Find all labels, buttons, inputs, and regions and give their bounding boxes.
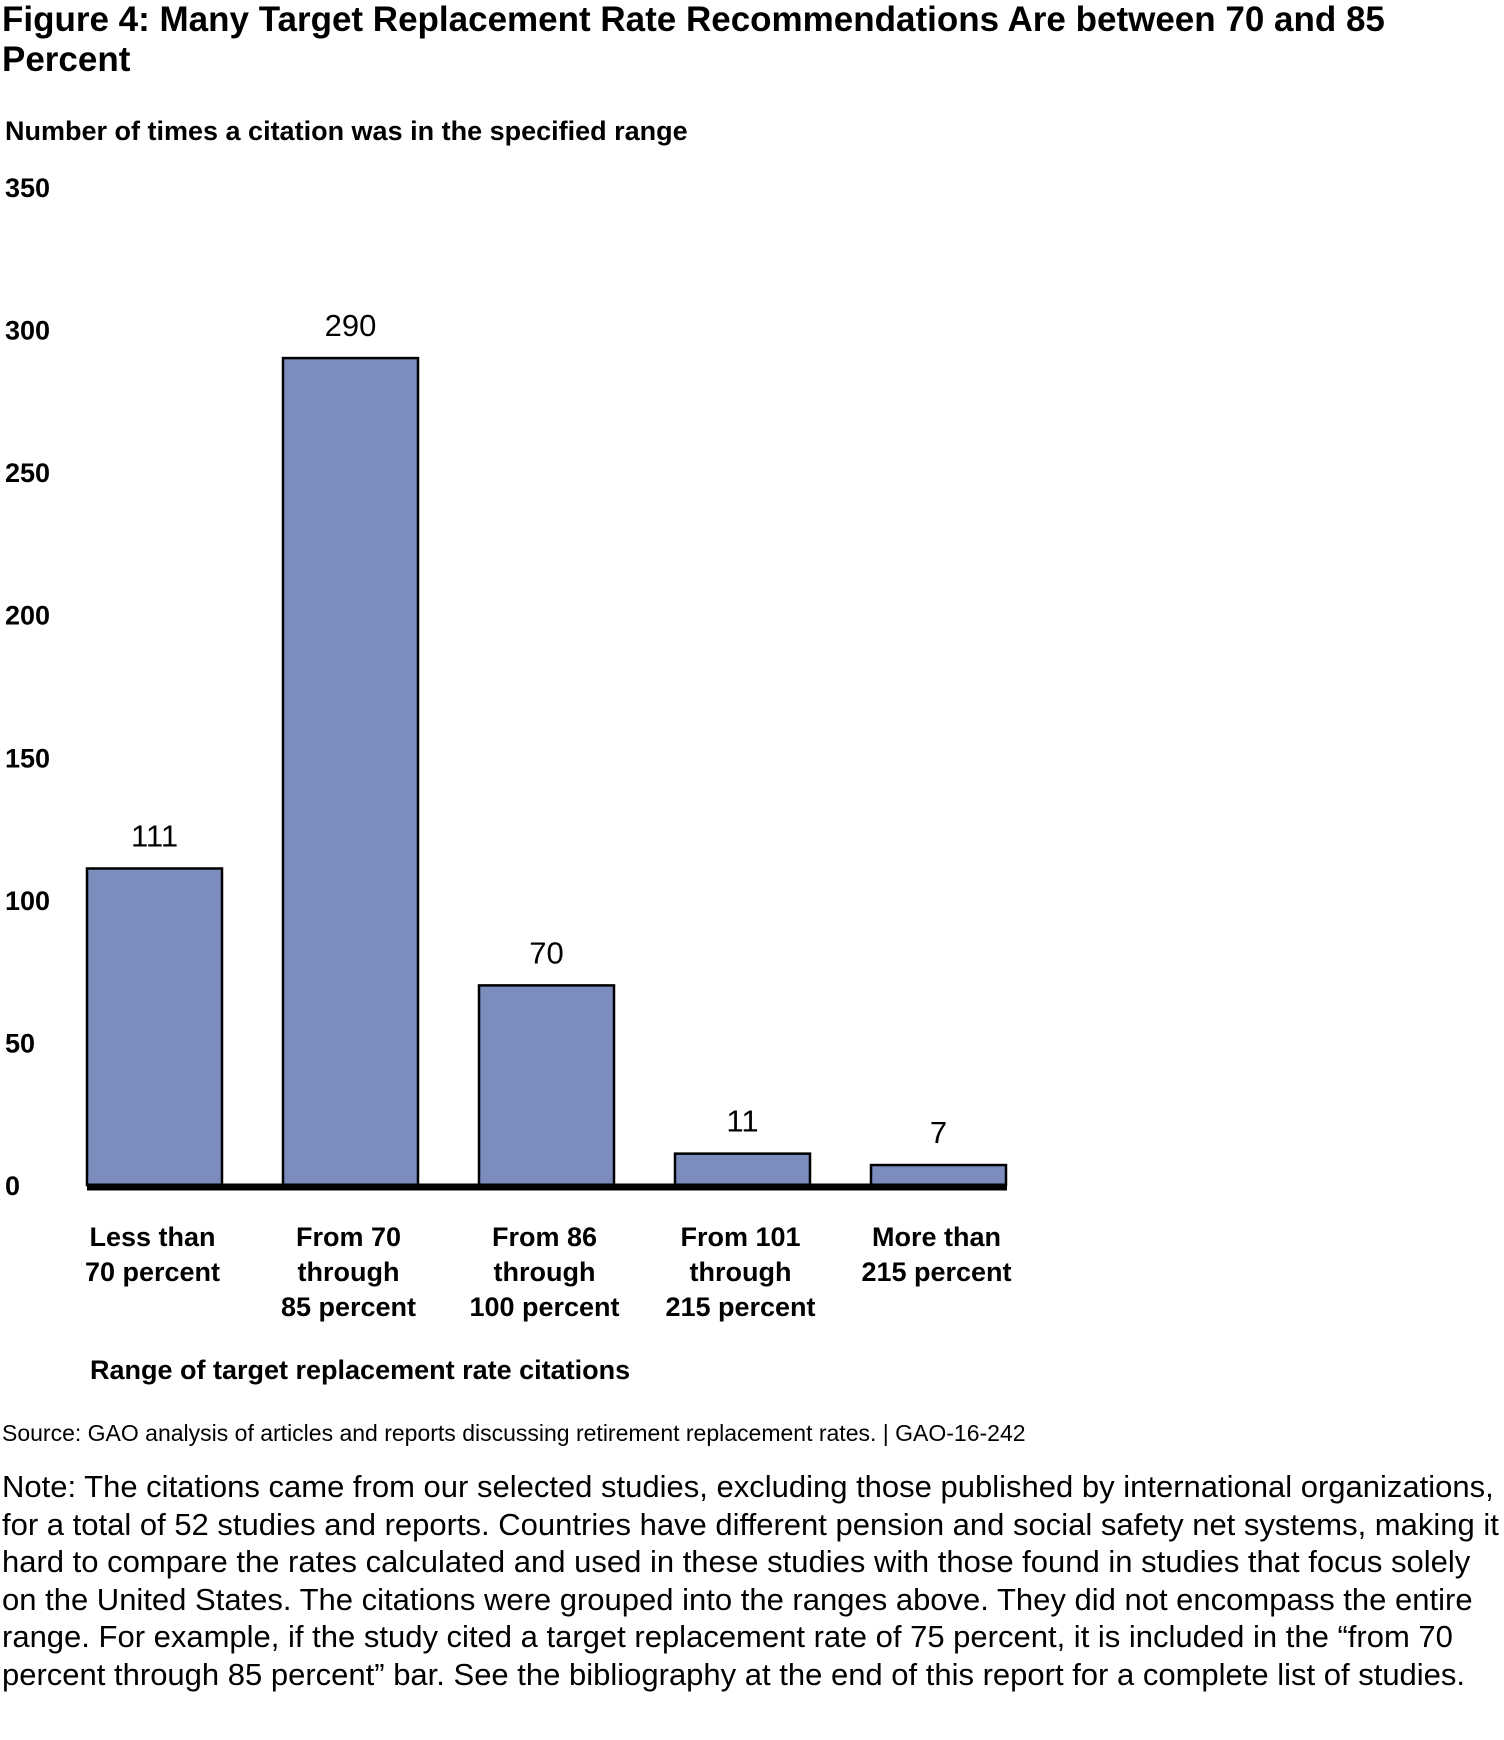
y-tick-label: 200 bbox=[5, 600, 51, 631]
x-tick-label: From 86 through 100 percent bbox=[469, 1222, 620, 1322]
y-tick-label: 100 bbox=[5, 885, 51, 916]
y-tick-label: 350 bbox=[5, 173, 51, 203]
bar-value-label: 290 bbox=[324, 308, 377, 344]
figure-note: Note: The citations came from our selected studies, excluding those published by international organizations, for a total of 52 studies and reports. Countries have different pension and social safety net systems, making it hard to compare the rates calculated and used in these studies with those found in studies that focus solely on the United States. The citations were grouped into the ranges above. They did not encompass the entire range. For example, if the study cited a target replacement rate of 75 percent, it is included in the “from 70 percent through 85 percent” bar. See the bibliography at the end of this report for a complete list of studies. bbox=[2, 1469, 1499, 1692]
y-tick-label: 250 bbox=[5, 458, 51, 489]
y-axis-label: Number of times a citation was in the specified range bbox=[5, 116, 688, 146]
source-line: Source: GAO analysis of articles and reports discussing retirement replacement rates. | GAO-16-242 bbox=[2, 1420, 1026, 1446]
y-tick-label: 150 bbox=[5, 743, 51, 774]
bar-value-label: 11 bbox=[726, 1103, 759, 1139]
figure-title: Figure 4: Many Target Replacement Rate Recommendations Are between 70 and 85 Percent bbox=[2, 0, 1385, 79]
bar bbox=[87, 868, 222, 1185]
bar bbox=[871, 1165, 1006, 1185]
bar-value-label: 7 bbox=[929, 1115, 948, 1151]
bar bbox=[283, 358, 418, 1185]
bar-value-label: 111 bbox=[130, 818, 179, 854]
bar bbox=[479, 985, 614, 1185]
x-tick-label: From 70 through 85 percent bbox=[280, 1222, 417, 1322]
bar-value-label: 70 bbox=[529, 935, 564, 971]
x-tick-label: From 101 through 215 percent bbox=[665, 1222, 816, 1322]
x-axis-label: Range of target replacement rate citations bbox=[90, 1355, 631, 1385]
y-tick-label: 300 bbox=[5, 315, 51, 346]
y-tick-label: 50 bbox=[5, 1028, 36, 1059]
x-tick-label: Less than 70 percent bbox=[84, 1222, 221, 1287]
bar bbox=[675, 1154, 810, 1185]
x-tick-label: More than 215 percent bbox=[861, 1222, 1012, 1287]
y-tick-label: 0 bbox=[5, 1171, 21, 1201]
